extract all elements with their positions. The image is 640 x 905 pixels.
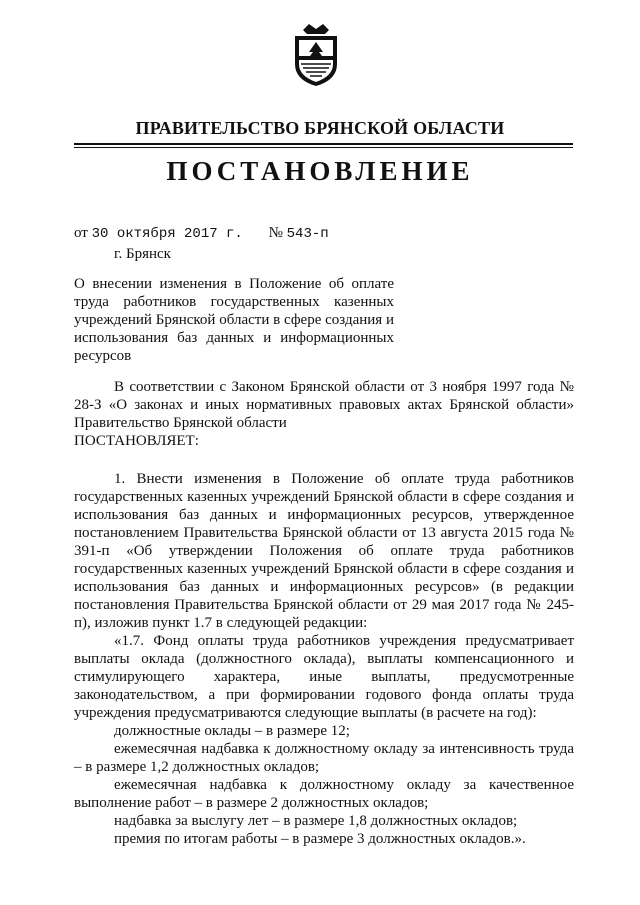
- number-label: №: [268, 225, 283, 241]
- date-number-line: [74, 225, 329, 242]
- pay-item: ежемесячная надбавка к должностному окладу за качественное выполнение работ – в размере 2 должностных окладов;: [74, 777, 574, 811]
- pay-item: должностные оклады – в размере 12;: [114, 723, 350, 739]
- pay-item: премия по итогам работы – в размере 3 должностных окладов.».: [114, 831, 526, 847]
- item-1-paragraph: 1. Внести изменения в Положение об оплате труда работников государственных казенных учреждений Брянской области в сфере создания и использования баз данных и информационных ресурсов, утвержденное постановлением Правительства Брянской области от 13 августа 2015 года № 391-п «Об утверждении Положения об оплате труда работников государственных казенных учреждений Брянской области в сфере создания и использования баз данных и информационных ресурсов» (в редакции постановления Правительства Брянской области от 29 мая 2017 года № 245-п), изложив пункт 1.7 в следующей редакции:: [74, 471, 574, 631]
- document-date: 30 октября 2017 г.: [91, 226, 243, 242]
- pay-item: ежемесячная надбавка к должностному окладу за интенсивность труда – в размере 1,2 должностных окладов;: [74, 741, 574, 775]
- decree-word: ПОСТАНОВЛЯЕТ:: [74, 433, 199, 449]
- document-body: [74, 378, 574, 848]
- government-title: ПРАВИТЕЛЬСТВО БРЯНСКОЙ ОБЛАСТИ: [135, 118, 505, 138]
- date-prefix: от: [74, 225, 88, 241]
- document-number: 543-п: [286, 226, 329, 242]
- pay-item: надбавка за выслугу лет – в размере 1,8 должностных окладов;: [114, 813, 518, 829]
- document-city: г. Брянск: [114, 246, 171, 262]
- document-type-title: ПОСТАНОВЛЕНИЕ: [166, 156, 474, 186]
- document-subject: О внесении изменения в Положение об оплате труда работников государственных казенных учреждений Брянской области в сфере создания и использования баз данных и информационных ресурсов: [74, 276, 394, 364]
- brianskaya-oblast-coat-of-arms-icon: [289, 22, 343, 88]
- header-rule-thick: [74, 143, 573, 145]
- clause-1-7-paragraph: «1.7. Фонд оплаты труда работников учреждения предусматривает выплаты оклада (должностного оклада), выплаты компенсационного и стимулирующего характера, иные выплаты, предусмотренные законодательством, а при формировании годового фонда оплаты труда учреждения предусматриваются следующие выплаты (в расчете на год):: [74, 633, 574, 721]
- preamble-paragraph: В соответствии с Законом Брянской области от 3 ноября 1997 года № 28-З «О законах и иных нормативных правовых актах Брянской области» Правительство Брянской области: [74, 379, 574, 431]
- header-rule-thin: [74, 147, 573, 148]
